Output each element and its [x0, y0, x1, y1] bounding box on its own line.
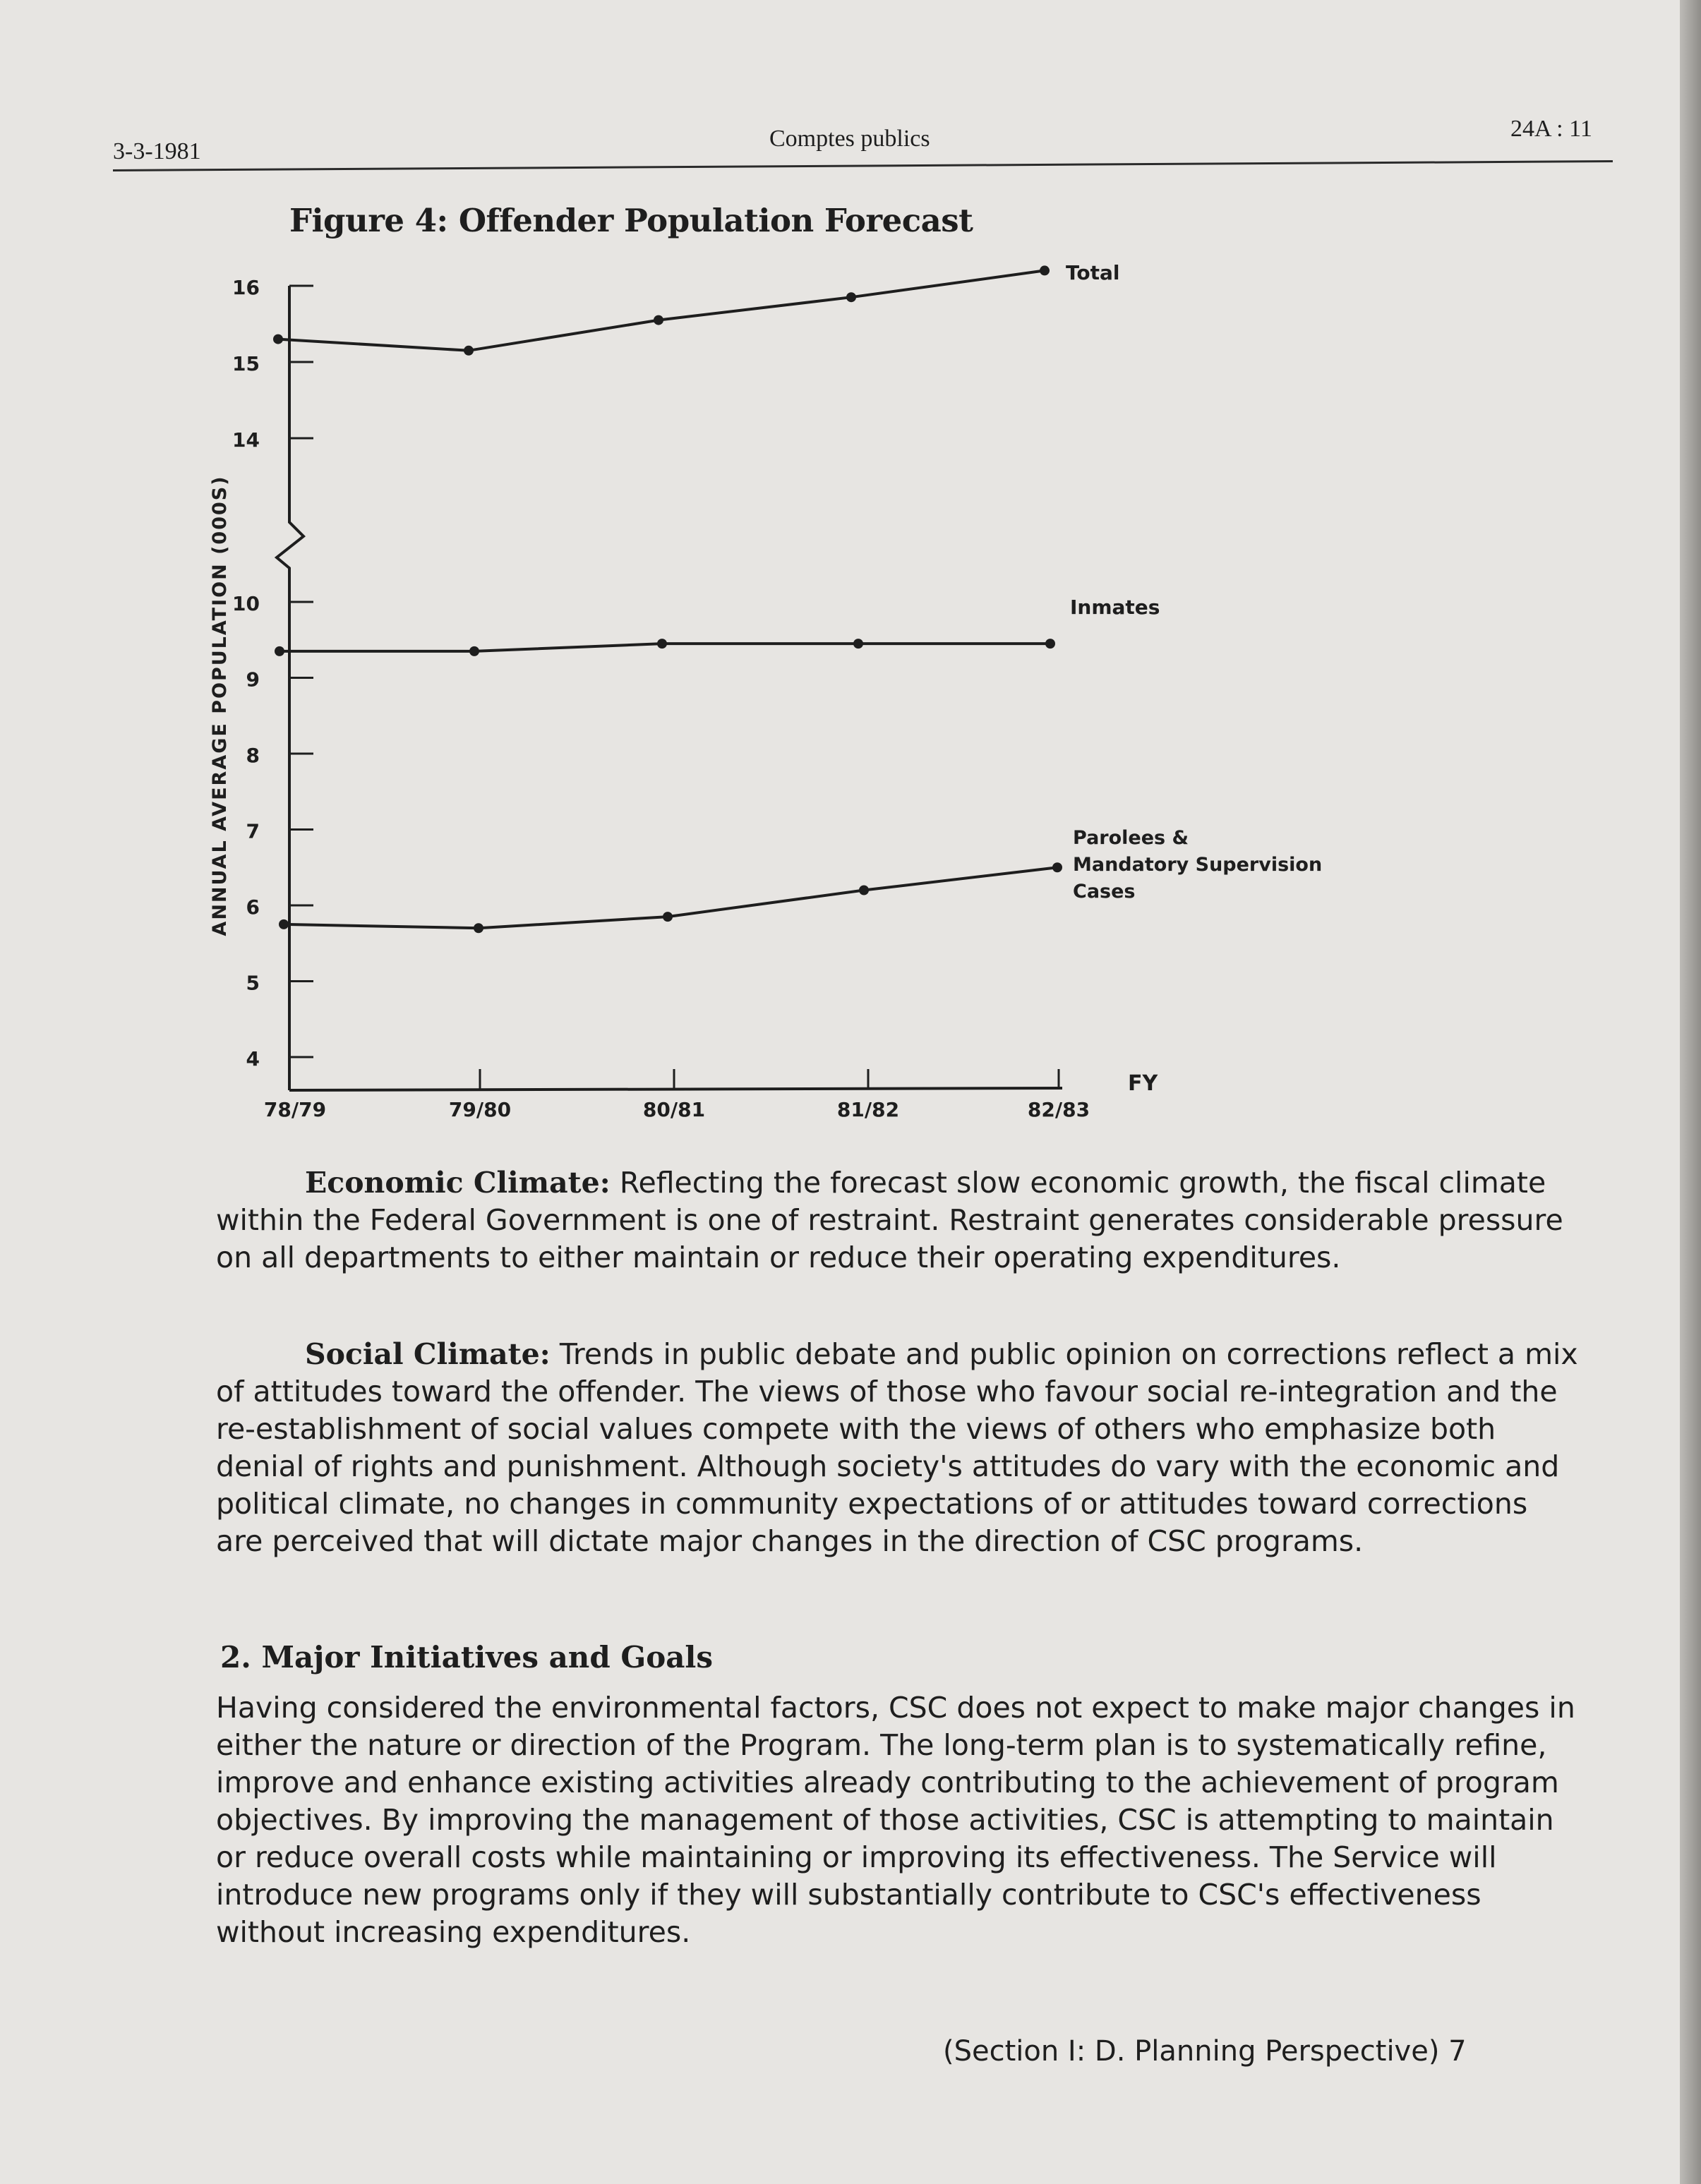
y-tick-label: 8	[246, 744, 260, 767]
series-total-line	[278, 270, 1045, 350]
y-axis-line-with-break	[277, 286, 303, 1090]
y-tick-label: 14	[232, 428, 260, 452]
series-label-total: Total	[1066, 261, 1120, 284]
y-tick-label: 7	[246, 819, 260, 843]
series-inmates-point	[853, 639, 863, 648]
series-label-parolees: Cases	[1073, 881, 1136, 903]
economic-climate-lead: Economic Climate:	[305, 1166, 611, 1200]
initiatives-paragraph: Having considered the environmental factors, CSC does not expect to make major changes in either the nature or direction of the Program. The long-term plan is to systematically refine, improve and enhance existing activities already contributing to the achievement of program objectives. By improving the management of those activities, CSC is attempting to maintain or reduce overall costs while maintaining or improving its effectiveness. The Service will introduce new programs only if they will substantially contribute to CSC's effectiveness without increasing expenditures.	[216, 1691, 1575, 1949]
series-inmates-point	[1045, 639, 1055, 648]
series-label-parolees: Mandatory Supervision	[1073, 854, 1323, 876]
series-total-point	[654, 315, 663, 325]
x-tick-label: 82/83	[1027, 1098, 1090, 1121]
economic-climate-paragraph	[216, 1164, 1578, 1277]
chart-axes	[277, 286, 1062, 1090]
social-climate-lead: Social Climate:	[305, 1337, 551, 1371]
y-tick-label: 9	[246, 668, 260, 692]
y-tick-label: 6	[246, 895, 260, 919]
y-tick-label: 5	[246, 971, 260, 995]
header-page-ref: 24A : 11	[1510, 116, 1592, 142]
series-label-inmates: Inmates	[1070, 596, 1160, 619]
chart-labels	[209, 261, 1322, 1096]
economic-climate-text: Reflecting the forecast slow economic growth, the fiscal climate within the Federal Government is one of restraint. Restraint generates considerable pressure on all departments to either maintain or reduce their operating expenditures.	[216, 1166, 1563, 1274]
series-inmates-point	[275, 646, 284, 656]
x-tick-label: 79/80	[448, 1098, 512, 1121]
x-tick-label: 78/79	[263, 1098, 327, 1121]
series-total-point	[846, 292, 856, 302]
series-inmates-point	[469, 646, 479, 656]
header-title: Comptes publics	[769, 126, 930, 152]
series-parolees-point	[474, 923, 483, 933]
y-axis-label: ANNUAL AVERAGE POPULATION (000S)	[209, 475, 231, 936]
y-tick-label: 10	[232, 592, 260, 615]
chart-series	[273, 265, 1062, 933]
series-label-parolees: Parolees &	[1073, 827, 1189, 849]
series-total-point	[273, 334, 283, 344]
y-tick-label: 15	[232, 352, 260, 375]
series-inmates-point	[657, 639, 667, 648]
y-tick-label: 16	[232, 276, 260, 299]
chart-ticks	[232, 276, 1090, 1121]
series-total-point	[464, 346, 474, 356]
series-total-point	[1040, 265, 1050, 275]
x-tick-label: 80/81	[642, 1098, 706, 1121]
section-heading: 2. Major Initiatives and Goals	[220, 1640, 714, 1675]
page-footer: (Section I: D. Planning Perspective) 7	[943, 2035, 1467, 2068]
social-climate-paragraph	[216, 1336, 1578, 1560]
series-parolees-point	[279, 919, 289, 929]
series-parolees-point	[663, 912, 673, 922]
social-climate-text: Trends in public debate and public opinion on corrections reflect a mix of attitudes toward the offender. The views of those who favour social re-integration and the re-establishment of social values compete with the views of others who emphasize both denial of rights and punishment. Although society's attitudes do vary with the economic and political climate, no changes in community expectations of or attitudes toward corrections are perceived that will dictate major changes in the direction of CSC programs.	[216, 1337, 1578, 1558]
y-tick-label: 4	[246, 1047, 260, 1070]
series-parolees-point	[1052, 862, 1062, 872]
series-parolees-point	[859, 886, 869, 895]
header-date: 3-3-1981	[113, 138, 201, 164]
x-axis-line	[289, 1088, 1062, 1090]
x-tick-label: 81/82	[836, 1098, 900, 1121]
figure-title: Figure 4: Offender Population Forecast	[289, 202, 973, 239]
x-axis-label: FY	[1128, 1071, 1158, 1096]
